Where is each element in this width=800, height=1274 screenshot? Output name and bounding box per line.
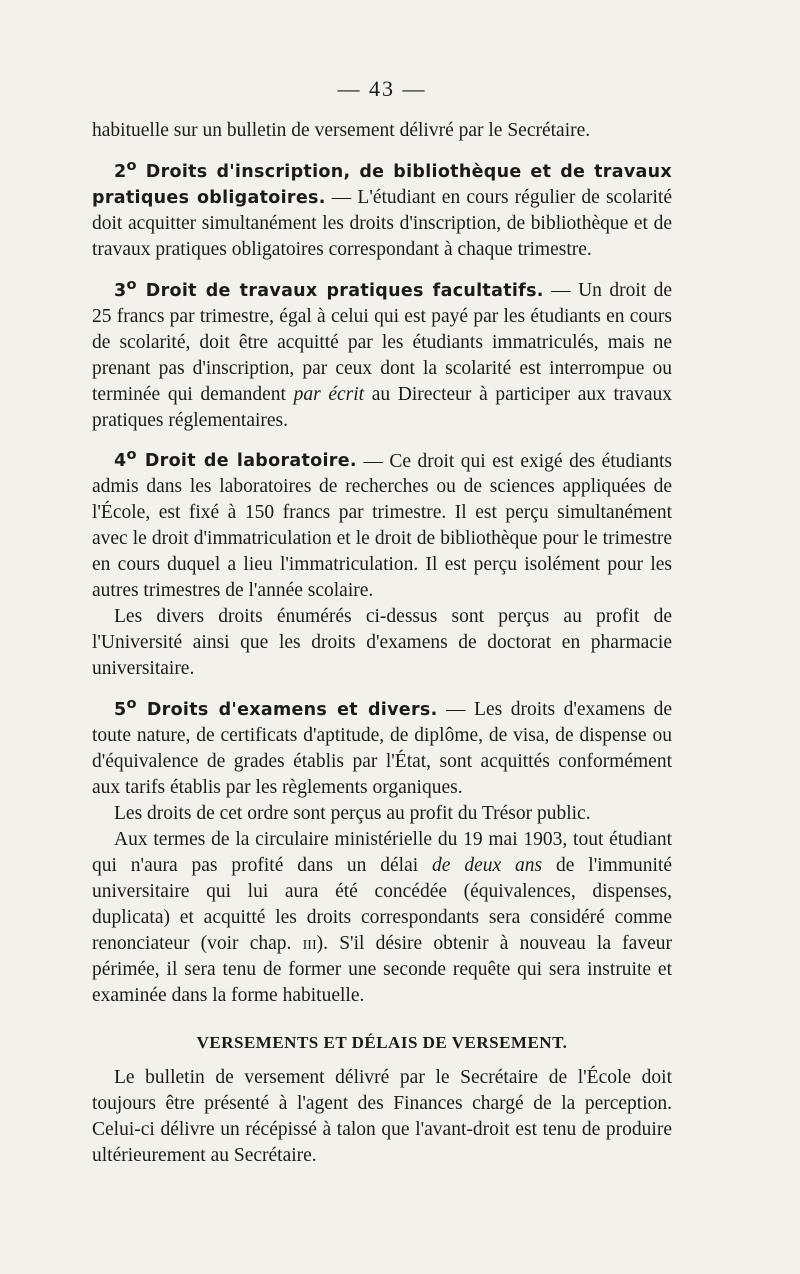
section-5-ordinal: o	[126, 695, 137, 713]
section-2-number: 2	[114, 161, 127, 182]
versements-paragraph: Le bulletin de versement délivré par le Secrétaire de l'École doit toujours être présenté à l'agent des Finances chargé de la perception. Celui-ci délivre un récépissé à talon que l'avant-droit est tenu de produire ultérieurement au Secrétaire.	[92, 1067, 672, 1167]
circular-emphasis: de deux ans	[432, 855, 543, 877]
section-4-note: Les divers droits énumérés ci-dessus sont perçus au profit de l'Université ainsi que les droits d'examens de doctorat en pharmacie universitaire.	[92, 606, 672, 680]
section-4-heading	[114, 446, 357, 472]
circular-text-middle: de l'immunité universitaire qui lui aura été concédée (équivalences, dispenses, duplicata) et acquitté les droits correspondants sera considéré comme renonciateur (voir chap.	[92, 855, 672, 955]
circular-chapter-ref: iii	[302, 933, 317, 955]
section-2-paragraph	[92, 153, 672, 263]
circular-text-end: ). S'il désire obtenir à nouveau la faveur périmée, il sera tenu de former une seconde requête qui sera instruite et examinée dans la forme habituelle.	[92, 933, 672, 1007]
section-3-body-end: au Directeur à participer aux travaux pratiques réglementaires.	[92, 383, 673, 431]
section-3-ordinal: o	[126, 275, 137, 293]
section-3-heading	[114, 275, 544, 301]
section-5-paragraph	[92, 691, 672, 801]
section-3-emphasis: par écrit	[293, 383, 365, 405]
circular-text-start: Aux termes de la circulaire ministérielle du 19 mai 1903, tout étudiant qui n'aura pas profité dans un délai	[92, 829, 672, 877]
section-4-ordinal: o	[126, 446, 137, 464]
section-5-body: — Les droits d'examens de toute nature, de certificats d'aptitude, de diplôme, de visa, de dispense ou d'équivalence de grades établis par l'État, sont acquittés conformément aux tarifs établis par les règlements organiques.	[92, 699, 672, 799]
section-3-number: 3	[114, 280, 127, 301]
section-5-note: Les droits de cet ordre sont perçus au profit du Trésor public.	[114, 803, 591, 825]
section-2-ordinal: o	[126, 157, 137, 174]
section-5-number: 5	[114, 700, 127, 721]
section-2-body: — L'étudiant en cours régulier de scolarité doit acquitter simultanément les droits d'inscription, de bibliothèque et de travaux pratiques obligatoires correspondant à chaque trimestre.	[92, 186, 673, 260]
section-4-body: — Ce droit qui est exigé des étudiants admis dans les laboratoires de recherches ou de sciences appliquées de l'École, est fixé à 150 francs par trimestre. Il est perçu simultanément avec le droit d'immatriculation et le droit de bibliothèque pour le trimestre en cours duquel a lieu l'immatriculation. Il est perçu isolément pour les autres trimestres de l'année scolaire.	[92, 450, 672, 602]
section-2-title: Droits d'inscription, de bibliothèque et de travaux pratiques obligatoires.	[92, 161, 672, 208]
section-3-paragraph	[92, 272, 672, 434]
section-4-paragraph	[92, 443, 672, 605]
versements-heading: VERSEMENTS ET DÉLAIS DE VERSEMENT.	[196, 1033, 568, 1053]
page-number: — 43 —	[337, 76, 427, 101]
section-5-heading	[114, 695, 438, 721]
intro-paragraph: habituelle sur un bulletin de versement délivré par le Secrétaire.	[92, 120, 591, 141]
circular-paragraph	[92, 827, 672, 1009]
section-5-title: Droits d'examens et divers.	[146, 700, 438, 721]
section-4-title: Droit de laboratoire.	[144, 451, 357, 472]
section-3-body-start: — Un droit de 25 francs par trimestre, égal à celui qui est payé par les étudiants en cours de scolarité, doit être acquitté par les étudiants immatriculés, mais ne prenant pas d'inscription, par ceux dont la scolarité est interrompue ou terminée qui demandent	[92, 279, 672, 405]
section-4-number: 4	[114, 451, 127, 472]
section-3-title: Droit de travaux pratiques facultatifs.	[145, 280, 544, 301]
